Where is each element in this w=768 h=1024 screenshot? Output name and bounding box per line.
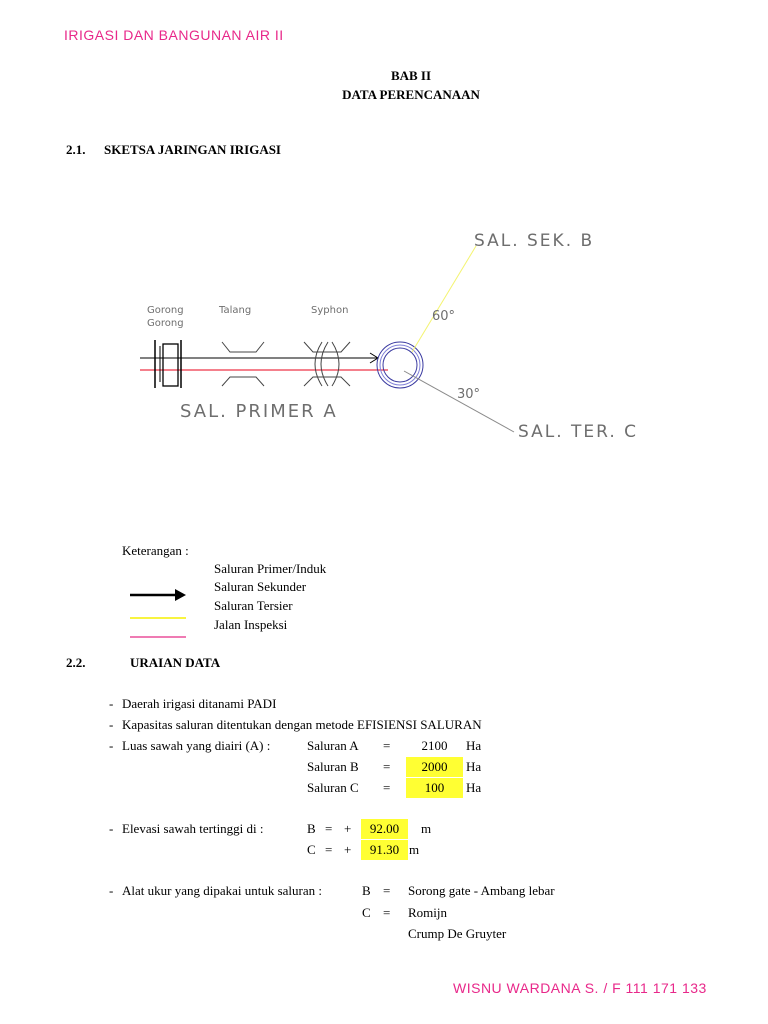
luas-name: Saluran A xyxy=(307,738,359,753)
luas-eq: = xyxy=(383,780,391,795)
elevasi-name: B xyxy=(307,821,316,836)
legend-title: Keterangan : xyxy=(122,543,189,558)
elevasi-name: C xyxy=(307,842,316,857)
page-header: IRIGASI DAN BANGUNAN AIR II xyxy=(64,27,284,43)
list-item: Kapasitas saluran ditentukan dengan metode EFISIENSI SALURAN xyxy=(122,717,482,732)
luas-value-highlight: 2000 xyxy=(406,757,463,777)
alat-eq: = xyxy=(383,905,391,920)
elevasi-unit: m xyxy=(421,821,432,836)
label-gorong-2: Gorong xyxy=(147,318,184,329)
label-angle-30: 30° xyxy=(457,387,481,402)
label-primary-channel: SAL. PRIMER A xyxy=(180,401,338,422)
section-title: SKETSA JARINGAN IRIGASI xyxy=(104,142,281,157)
luas-unit: Ha xyxy=(466,780,482,795)
legend-symbols xyxy=(125,585,195,645)
alat-name: C xyxy=(362,905,371,920)
secondary-channel-line xyxy=(412,246,476,352)
alat-value: Crump De Gruyter xyxy=(408,926,507,941)
luas-unit: Ha xyxy=(466,759,482,774)
label-syphon: Syphon xyxy=(311,305,349,316)
junction-circle xyxy=(377,342,423,388)
elevasi-eq: = xyxy=(325,821,333,836)
chapter-number: BAB II xyxy=(390,68,432,83)
list-item: Daerah irigasi ditanami PADI xyxy=(122,696,277,711)
label-gorong: Gorong xyxy=(147,305,184,316)
luas-eq: = xyxy=(383,738,391,753)
luas-value-highlight: 100 xyxy=(406,778,463,798)
elevasi-unit: m xyxy=(409,842,420,857)
legend-label-sekunder: Saluran Sekunder xyxy=(214,579,307,594)
elevasi-label: Elevasi sawah tertinggi di : xyxy=(122,821,264,836)
elevasi-value-highlight: 91.30 xyxy=(361,840,408,860)
label-secondary-channel: SAL. SEK. B xyxy=(474,231,595,251)
bullet: - xyxy=(109,821,114,836)
syphon-symbol xyxy=(304,342,350,386)
talang-symbol xyxy=(222,342,264,386)
page-footer: WISNU WARDANA S. / F 111 171 133 xyxy=(453,980,707,996)
label-talang: Talang xyxy=(219,305,252,316)
elevasi-eq: = xyxy=(325,842,333,857)
gorong-gorong-symbol xyxy=(155,340,181,388)
bullet: - xyxy=(109,696,114,711)
luas-unit: Ha xyxy=(466,738,482,753)
label-tertiary-channel: SAL. TER. C xyxy=(518,422,639,442)
luas-name: Saluran C xyxy=(307,780,359,795)
luas-eq: = xyxy=(383,759,391,774)
bullet: - xyxy=(109,883,114,898)
section-number: 2.1. xyxy=(66,142,86,157)
alat-eq: = xyxy=(383,883,391,898)
elevasi-value-highlight: 92.00 xyxy=(361,819,408,839)
luas-name: Saluran B xyxy=(307,759,359,774)
legend-arrow-head xyxy=(175,589,186,601)
legend-label-primer: Saluran Primer/Induk xyxy=(214,561,327,576)
legend-label-inspeksi: Jalan Inspeksi xyxy=(214,617,288,632)
alat-value: Romijn xyxy=(408,905,448,920)
alat-name: B xyxy=(362,883,371,898)
luas-label: Luas sawah yang diairi (A) : xyxy=(122,738,271,753)
label-angle-60: 60° xyxy=(432,309,456,324)
legend-label-tersier: Saluran Tersier xyxy=(214,598,293,613)
alat-value: Sorong gate - Ambang lebar xyxy=(408,883,555,898)
elevasi-sign: + xyxy=(344,821,352,836)
section-title-2: URAIAN DATA xyxy=(130,655,221,670)
alat-label: Alat ukur yang dipakai untuk saluran : xyxy=(122,883,323,898)
chapter-title: DATA PERENCANAAN xyxy=(342,87,480,102)
section-number-2: 2.2. xyxy=(66,655,86,670)
elevasi-sign: + xyxy=(344,842,352,857)
bullet: - xyxy=(109,717,114,732)
luas-value: 2100 xyxy=(421,738,448,753)
bullet: - xyxy=(109,738,114,753)
